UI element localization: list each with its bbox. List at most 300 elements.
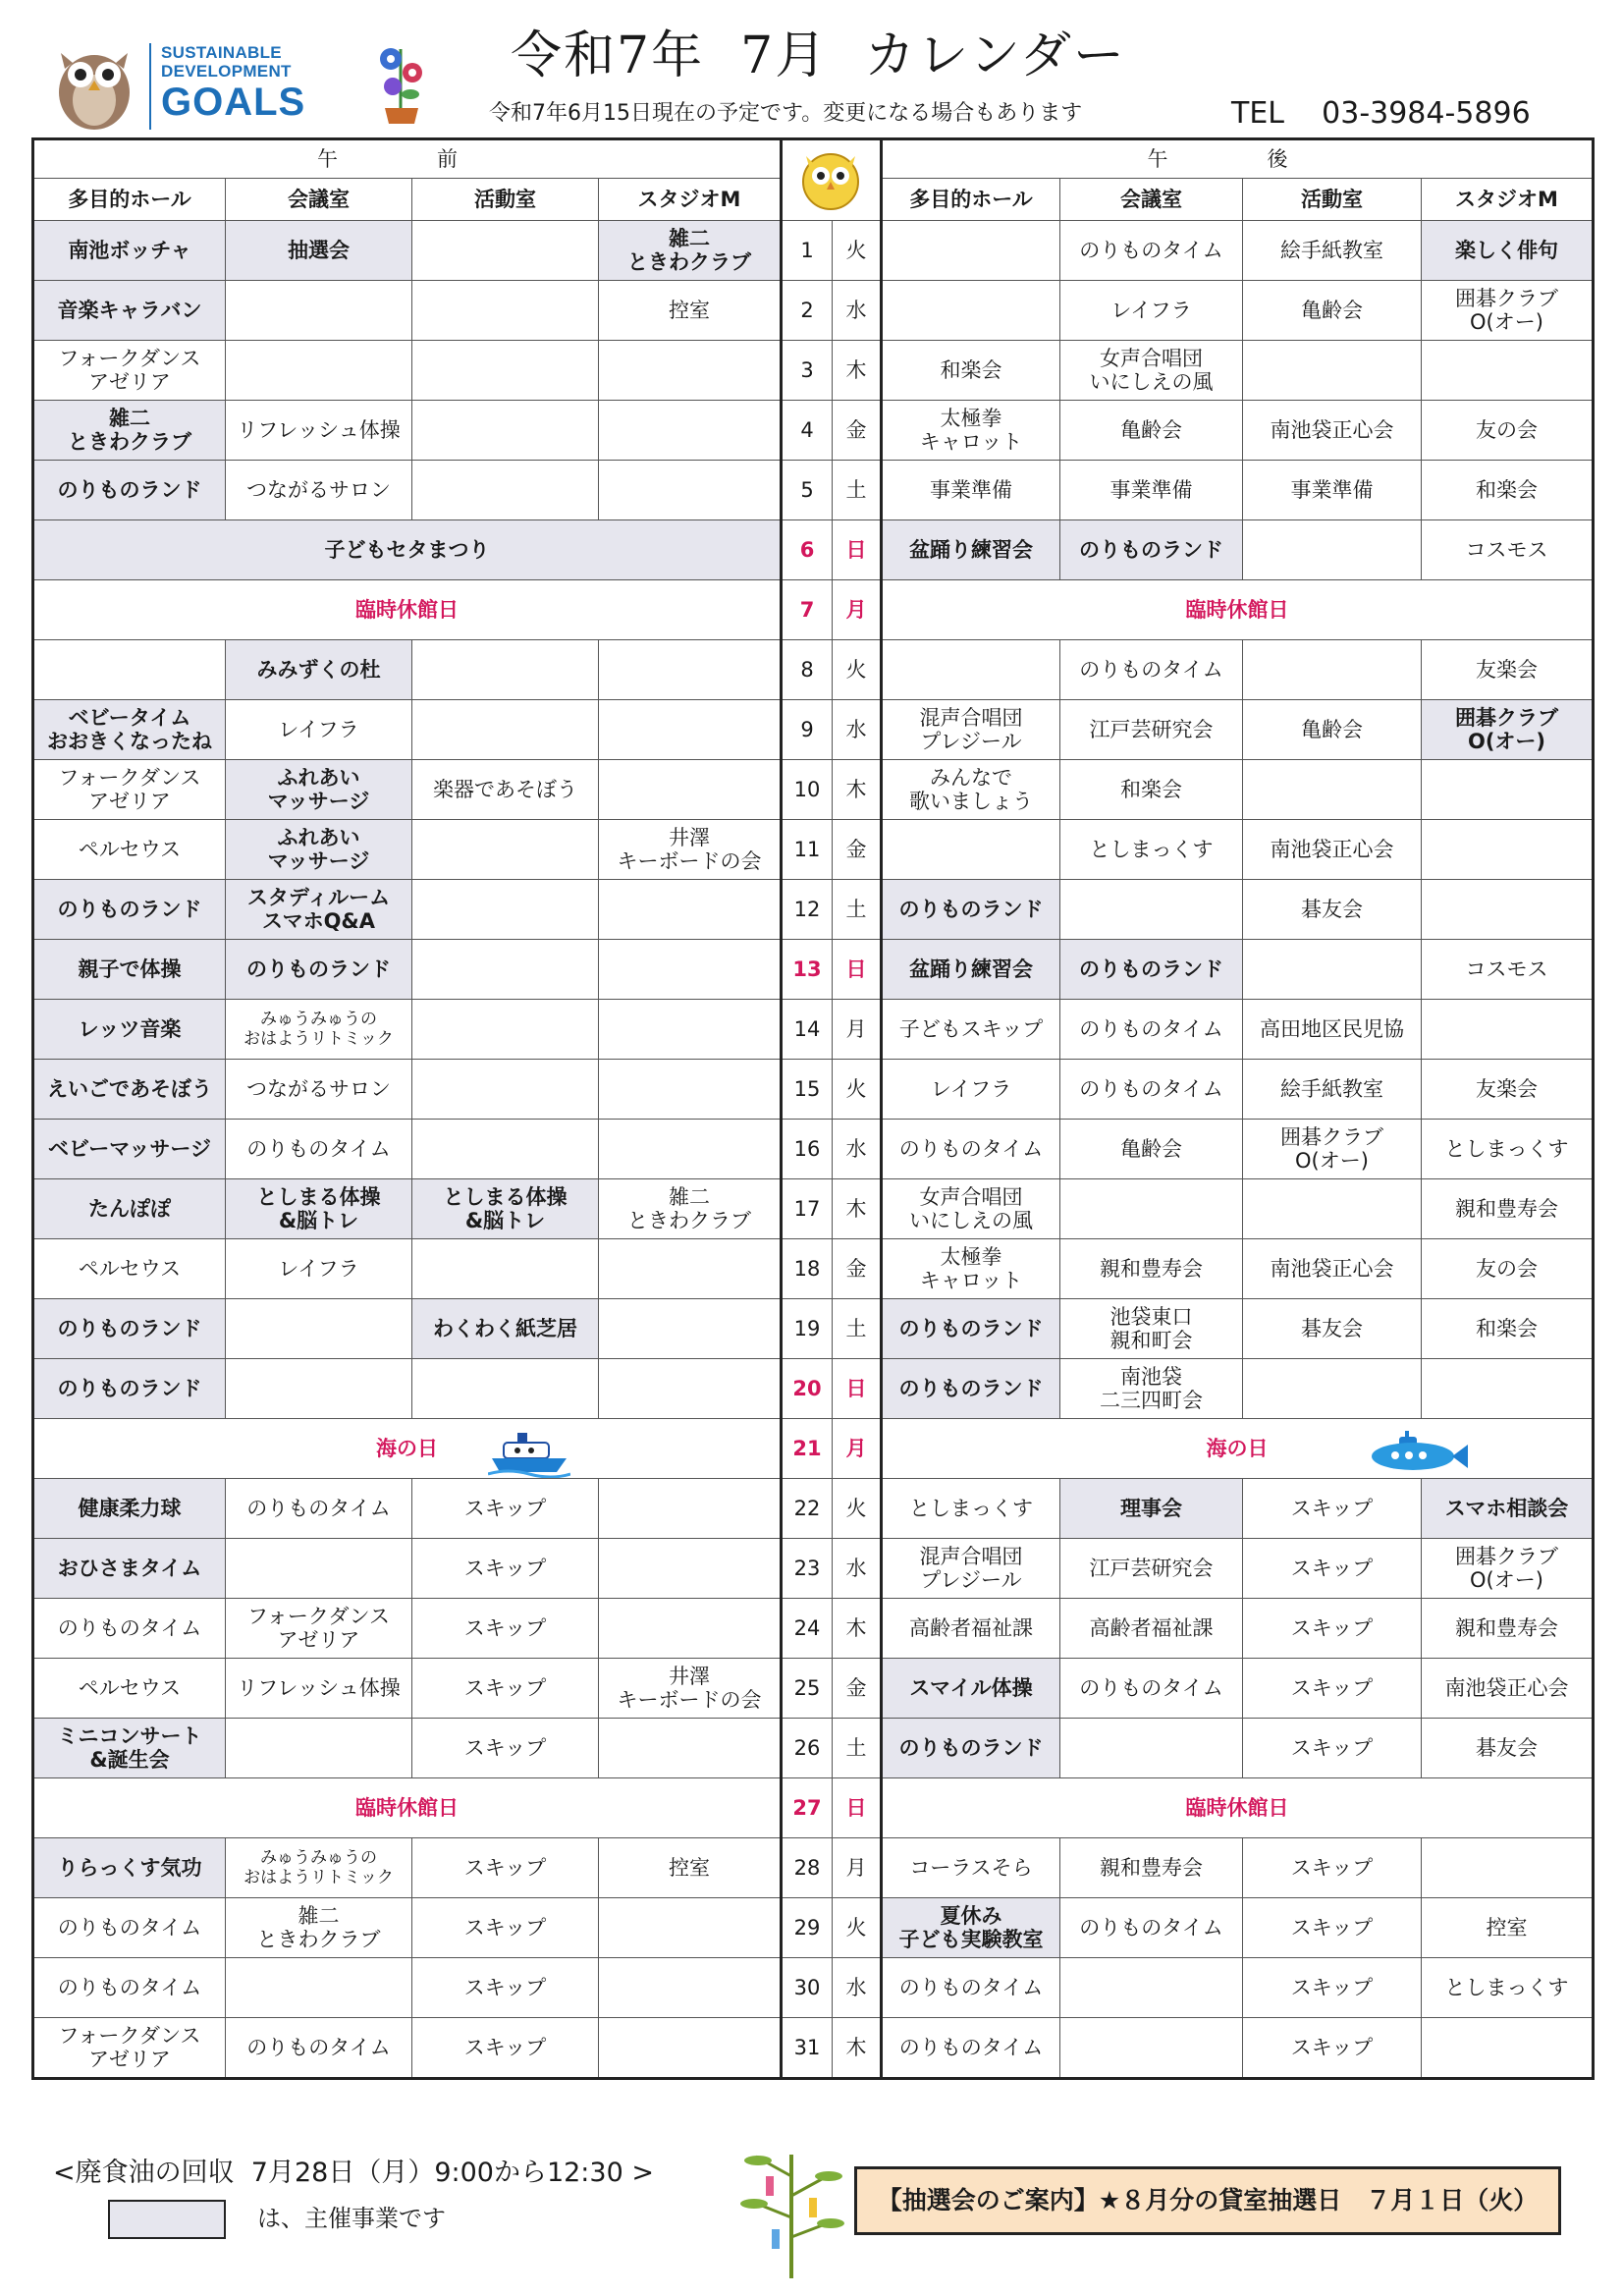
am-studio-cell [599, 1239, 782, 1299]
day-row [33, 1120, 1594, 1179]
pm-hall-cell: のりものランド [882, 1359, 1060, 1419]
am-activity-cell: スキップ [412, 1958, 599, 2018]
pm-studio-cell: 友の会 [1422, 401, 1594, 461]
am-studio-cell [599, 880, 782, 940]
day-row [33, 1239, 1594, 1299]
am-activity-cell: スキップ [412, 1599, 599, 1659]
am-activity-cell [412, 700, 599, 760]
pm-fullwidth-event: 臨時休館日 [882, 580, 1594, 640]
am-studio-cell [599, 640, 782, 700]
pm-hall-cell: 盆踊り練習会 [882, 520, 1060, 580]
am-activity-cell: スキップ [412, 1838, 599, 1898]
am-activity-cell: スキップ [412, 1539, 599, 1599]
pm-hall-cell: 太極拳 キャロット [882, 401, 1060, 461]
day-number: 27 [782, 1778, 833, 1838]
pm-hall-cell [882, 281, 1060, 341]
pm-studio-cell: コスモス [1422, 940, 1594, 1000]
am-studio-cell [599, 1719, 782, 1778]
pm-hall-cell: 混声合唱団 プレジール [882, 700, 1060, 760]
am-meeting-cell [226, 1719, 412, 1778]
pm-hall-cell [882, 221, 1060, 281]
am-meeting-cell: つながるサロン [226, 1060, 412, 1120]
day-row [33, 1599, 1594, 1659]
pm-meeting-cell: 南池袋 二三四町会 [1060, 1359, 1243, 1419]
am-activity-cell [412, 940, 599, 1000]
submarine-icon [1366, 1429, 1474, 1472]
day-row [33, 520, 1594, 580]
am-fullwidth-event: 子どもセタまつり [33, 520, 782, 580]
am-studio-cell [599, 1120, 782, 1179]
pm-activity-cell: 南池袋正心会 [1243, 401, 1422, 461]
pm-studio-cell: 碁友会 [1422, 1719, 1594, 1778]
weekday: 火 [833, 221, 882, 281]
am-hall-cell: レッツ音楽 [33, 1000, 226, 1060]
am-studio-cell: 雑二 ときわクラブ [599, 1179, 782, 1239]
pm-studio-cell: 囲碁クラブ O(オー) [1422, 700, 1594, 760]
weekday: 火 [833, 1060, 882, 1120]
day-row [33, 461, 1594, 520]
pm-studio-cell: スマホ相談会 [1422, 1479, 1594, 1539]
pm-activity-cell: 碁友会 [1243, 1299, 1422, 1359]
am-studio-cell [599, 1958, 782, 2018]
day-number: 11 [782, 820, 833, 880]
pm-activity-cell: 南池袋正心会 [1243, 820, 1422, 880]
pm-hall-cell: のりものランド [882, 1299, 1060, 1359]
pm-studio-cell: 親和豊寿会 [1422, 1179, 1594, 1239]
am-meeting-cell: レイフラ [226, 1239, 412, 1299]
am-meeting-cell: つながるサロン [226, 461, 412, 520]
weekday: 木 [833, 760, 882, 820]
weekday: 金 [833, 820, 882, 880]
am-meeting-cell: としまる体操 &脳トレ [226, 1179, 412, 1239]
am-fullwidth-event: 臨時休館日 [33, 580, 782, 640]
pm-meeting-cell [1060, 1179, 1243, 1239]
day-number: 31 [782, 2018, 833, 2079]
am-studio-cell [599, 1060, 782, 1120]
am-hall-cell: おひさまタイム [33, 1539, 226, 1599]
day-row [33, 760, 1594, 820]
weekday: 日 [833, 520, 882, 580]
owl-badge-icon [796, 144, 865, 213]
pm-hall-cell: 女声合唱団 いにしえの風 [882, 1179, 1060, 1239]
pm-meeting-cell: のりものタイム [1060, 221, 1243, 281]
day-row [33, 820, 1594, 880]
am-meeting-cell [226, 1958, 412, 2018]
am-meeting-cell [226, 1359, 412, 1419]
telephone-number: TEL 03-3984-5896 [1231, 96, 1531, 131]
morning-glory-icon [371, 29, 432, 126]
day-row [33, 1179, 1594, 1239]
am-studio-cell [599, 700, 782, 760]
am-meeting-cell: みゅうみゅうの おはようリトミック [226, 1838, 412, 1898]
day-row [33, 1838, 1594, 1898]
weekday: 金 [833, 1659, 882, 1719]
day-number: 16 [782, 1120, 833, 1179]
pm-activity-cell: スキップ [1243, 1958, 1422, 2018]
am-activity-cell: としまる体操 &脳トレ [412, 1179, 599, 1239]
weekday: 土 [833, 461, 882, 520]
day-number: 17 [782, 1179, 833, 1239]
pm-studio-cell: 囲碁クラブ O(オー) [1422, 281, 1594, 341]
am-meeting-cell: みゅうみゅうの おはようリトミック [226, 1000, 412, 1060]
day-number: 2 [782, 281, 833, 341]
day-row [33, 700, 1594, 760]
pm-fullwidth-event: 海の日 [882, 1419, 1594, 1479]
day-number: 28 [782, 1838, 833, 1898]
am-activity-cell [412, 1239, 599, 1299]
am-activity-cell: スキップ [412, 1719, 599, 1778]
am-activity-cell: 楽器であそぼう [412, 760, 599, 820]
pm-hall-cell: のりものランド [882, 1719, 1060, 1778]
am-hall-cell: ミニコンサート &誕生会 [33, 1719, 226, 1778]
am-hall-cell: のりものタイム [33, 1599, 226, 1659]
am-activity-cell: スキップ [412, 1898, 599, 1958]
day-number: 7 [782, 580, 833, 640]
day-row [33, 1419, 1594, 1479]
weekday: 木 [833, 1599, 882, 1659]
am-activity-cell [412, 640, 599, 700]
am-activity-cell [412, 880, 599, 940]
am-activity-cell: スキップ [412, 1659, 599, 1719]
am-section-label: 午 前 [33, 139, 782, 179]
pm-meeting-cell: のりものランド [1060, 520, 1243, 580]
pm-activity-cell: スキップ [1243, 1719, 1422, 1778]
am-meeting-cell: のりものランド [226, 940, 412, 1000]
am-studio-cell [599, 1359, 782, 1419]
pm-activity-cell [1243, 940, 1422, 1000]
weekday: 月 [833, 1000, 882, 1060]
weekday: 水 [833, 1120, 882, 1179]
section-header-row [33, 139, 1594, 179]
day-row [33, 1479, 1594, 1539]
am-meeting-cell: リフレッシュ体操 [226, 401, 412, 461]
weekday: 水 [833, 1958, 882, 2018]
am-hall-cell: のりものランド [33, 1359, 226, 1419]
pm-studio-cell: 友楽会 [1422, 1060, 1594, 1120]
page-title: 令和7年 7月 カレンダー [511, 27, 1126, 85]
day-row [33, 1060, 1594, 1120]
pm-studio-cell [1422, 880, 1594, 940]
pm-activity-cell: スキップ [1243, 1659, 1422, 1719]
weekday: 日 [833, 940, 882, 1000]
am-hall-cell: ベビータイム おおきくなったね [33, 700, 226, 760]
pm-activity-cell: スキップ [1243, 1838, 1422, 1898]
am-hall-cell: のりものタイム [33, 1898, 226, 1958]
am-studio-cell [599, 2018, 782, 2079]
pm-studio-cell [1422, 1000, 1594, 1060]
weekday: 木 [833, 341, 882, 401]
pm-activity-cell: 絵手紙教室 [1243, 1060, 1422, 1120]
pm-hall-cell: 事業準備 [882, 461, 1060, 520]
day-number: 12 [782, 880, 833, 940]
weekday: 月 [833, 580, 882, 640]
am-activity-cell [412, 341, 599, 401]
day-number: 22 [782, 1479, 833, 1539]
day-row [33, 221, 1594, 281]
pm-activity-cell: スキップ [1243, 1599, 1422, 1659]
day-number: 20 [782, 1359, 833, 1419]
sdg-logo [149, 43, 328, 130]
pm-meeting-cell: レイフラ [1060, 281, 1243, 341]
pm-studio-cell [1422, 2018, 1594, 2079]
am-hall-cell: フォークダンス アゼリア [33, 341, 226, 401]
pm-studio-cell [1422, 820, 1594, 880]
pm-activity-header: 活動室 [1243, 179, 1422, 221]
pm-studio-cell: 友楽会 [1422, 640, 1594, 700]
pm-activity-cell [1243, 1179, 1422, 1239]
am-hall-header: 多目的ホール [33, 179, 226, 221]
am-hall-cell: ペルセウス [33, 1659, 226, 1719]
pm-meeting-cell: のりものタイム [1060, 1898, 1243, 1958]
pm-hall-cell: スマイル体操 [882, 1659, 1060, 1719]
am-hall-cell: のりものランド [33, 880, 226, 940]
day-row [33, 1299, 1594, 1359]
pm-meeting-cell: 池袋東口 親和町会 [1060, 1299, 1243, 1359]
am-hall-cell: ベビーマッサージ [33, 1120, 226, 1179]
am-studio-cell [599, 1599, 782, 1659]
pm-studio-cell: 楽しく俳句 [1422, 221, 1594, 281]
sdg-line3: GOALS [161, 81, 306, 124]
am-fullwidth-event: 臨時休館日 [33, 1778, 782, 1838]
am-meeting-cell: のりものタイム [226, 1479, 412, 1539]
pm-meeting-cell: 女声合唱団 いにしえの風 [1060, 341, 1243, 401]
am-studio-cell [599, 940, 782, 1000]
pm-hall-cell [882, 820, 1060, 880]
day-row [33, 940, 1594, 1000]
weekday: 水 [833, 1539, 882, 1599]
pm-activity-cell [1243, 520, 1422, 580]
pm-meeting-cell: 和楽会 [1060, 760, 1243, 820]
am-fullwidth-event: 海の日 [33, 1419, 782, 1479]
day-row [33, 1359, 1594, 1419]
pm-hall-cell: コーラスそら [882, 1838, 1060, 1898]
am-hall-cell: 南池ボッチャ [33, 221, 226, 281]
weekday: 金 [833, 401, 882, 461]
day-row [33, 1539, 1594, 1599]
pm-activity-cell [1243, 341, 1422, 401]
day-number: 29 [782, 1898, 833, 1958]
pm-activity-cell: 絵手紙教室 [1243, 221, 1422, 281]
day-row [33, 401, 1594, 461]
schedule-note: 令和7年6月15日現在の予定です。変更になる場合もあります [489, 101, 1083, 126]
am-activity-header: 活動室 [412, 179, 599, 221]
am-activity-cell [412, 1120, 599, 1179]
weekday: 日 [833, 1778, 882, 1838]
day-number: 13 [782, 940, 833, 1000]
pm-hall-cell: のりものランド [882, 880, 1060, 940]
am-activity-cell [412, 281, 599, 341]
weekday: 土 [833, 1299, 882, 1359]
pm-fullwidth-event: 臨時休館日 [882, 1778, 1594, 1838]
day-number: 9 [782, 700, 833, 760]
pm-hall-cell: 高齢者福祉課 [882, 1599, 1060, 1659]
sponsored-legend-text: は、主催事業です [257, 2205, 446, 2232]
am-studio-header: スタジオM [599, 179, 782, 221]
am-activity-cell [412, 461, 599, 520]
pm-meeting-cell: のりものタイム [1060, 1060, 1243, 1120]
am-studio-cell: 控室 [599, 1838, 782, 1898]
pm-hall-cell: のりものタイム [882, 2018, 1060, 2079]
am-activity-cell: スキップ [412, 1479, 599, 1539]
weekday: 金 [833, 1239, 882, 1299]
am-activity-cell: わくわく紙芝居 [412, 1299, 599, 1359]
pm-activity-cell [1243, 1359, 1422, 1419]
pm-meeting-cell [1060, 1719, 1243, 1778]
am-activity-cell [412, 1359, 599, 1419]
day-number: 8 [782, 640, 833, 700]
weekday: 火 [833, 1479, 882, 1539]
day-row [33, 1778, 1594, 1838]
weekday: 木 [833, 1179, 882, 1239]
weekday: 日 [833, 1359, 882, 1419]
pm-studio-cell: 和楽会 [1422, 461, 1594, 520]
pm-hall-cell: 太極拳 キャロット [882, 1239, 1060, 1299]
day-number: 19 [782, 1299, 833, 1359]
pm-meeting-cell: のりものランド [1060, 940, 1243, 1000]
am-meeting-cell [226, 1539, 412, 1599]
weekday: 水 [833, 281, 882, 341]
pm-hall-header: 多目的ホール [882, 179, 1060, 221]
am-hall-cell [33, 640, 226, 700]
pm-meeting-cell [1060, 1958, 1243, 2018]
day-number: 15 [782, 1060, 833, 1120]
pm-meeting-cell: 親和豊寿会 [1060, 1239, 1243, 1299]
am-studio-cell [599, 1898, 782, 1958]
day-number: 18 [782, 1239, 833, 1299]
pm-meeting-cell: 亀齢会 [1060, 401, 1243, 461]
pm-hall-cell: 子どもスキップ [882, 1000, 1060, 1060]
am-hall-cell: のりものランド [33, 461, 226, 520]
am-studio-cell [599, 461, 782, 520]
am-activity-cell [412, 401, 599, 461]
sdg-line2: DEVELOPMENT [161, 62, 292, 81]
day-row [33, 1958, 1594, 2018]
pm-studio-cell: 囲碁クラブ O(オー) [1422, 1539, 1594, 1599]
am-hall-cell: のりものランド [33, 1299, 226, 1359]
day-row [33, 281, 1594, 341]
pm-activity-cell: スキップ [1243, 2018, 1422, 2079]
pm-hall-cell: みんなで 歌いましょう [882, 760, 1060, 820]
pm-hall-cell: のりものタイム [882, 1120, 1060, 1179]
weekday: 木 [833, 2018, 882, 2079]
am-hall-cell: 雑二 ときわクラブ [33, 401, 226, 461]
pm-meeting-cell: 江戸芸研究会 [1060, 1539, 1243, 1599]
am-meeting-cell: スタディルーム スマホQ&A [226, 880, 412, 940]
day-row [33, 341, 1594, 401]
day-row [33, 1719, 1594, 1778]
pm-meeting-cell: のりものタイム [1060, 1000, 1243, 1060]
am-meeting-cell: レイフラ [226, 700, 412, 760]
am-hall-cell: ペルセウス [33, 820, 226, 880]
am-meeting-cell: のりものタイム [226, 2018, 412, 2079]
pm-meeting-cell: 江戸芸研究会 [1060, 700, 1243, 760]
am-studio-cell [599, 401, 782, 461]
day-number: 10 [782, 760, 833, 820]
weekday: 土 [833, 880, 882, 940]
pm-studio-cell: としまっくす [1422, 1120, 1594, 1179]
am-meeting-cell: みみずくの杜 [226, 640, 412, 700]
pm-hall-cell: としまっくす [882, 1479, 1060, 1539]
pm-meeting-cell: 親和豊寿会 [1060, 1838, 1243, 1898]
am-meeting-header: 会議室 [226, 179, 412, 221]
am-hall-cell: たんぽぽ [33, 1179, 226, 1239]
day-number: 26 [782, 1719, 833, 1778]
weekday: 土 [833, 1719, 882, 1778]
day-number: 21 [782, 1419, 833, 1479]
day-row [33, 1898, 1594, 1958]
calendar-table [31, 137, 1595, 2080]
pm-activity-cell: 事業準備 [1243, 461, 1422, 520]
pm-studio-cell: 控室 [1422, 1898, 1594, 1958]
pm-meeting-cell: のりものタイム [1060, 1659, 1243, 1719]
am-studio-cell [599, 760, 782, 820]
day-row [33, 640, 1594, 700]
am-hall-cell: りらっくす気功 [33, 1838, 226, 1898]
am-meeting-cell [226, 341, 412, 401]
pm-hall-cell: 和楽会 [882, 341, 1060, 401]
weekday: 月 [833, 1419, 882, 1479]
pm-activity-cell [1243, 640, 1422, 700]
am-activity-cell [412, 820, 599, 880]
am-studio-cell [599, 1539, 782, 1599]
lottery-notice: 【抽選会のご案内】★８月分の貸室抽選日 ７月１日（火） [854, 2166, 1561, 2235]
day-number: 24 [782, 1599, 833, 1659]
day-number: 3 [782, 341, 833, 401]
sdg-line1: SUSTAINABLE [161, 43, 282, 62]
am-meeting-cell: フォークダンス アゼリア [226, 1599, 412, 1659]
am-activity-cell [412, 221, 599, 281]
pm-studio-header: スタジオM [1422, 179, 1594, 221]
pm-meeting-cell [1060, 880, 1243, 940]
am-hall-cell: えいごであそぼう [33, 1060, 226, 1120]
pm-activity-cell: 亀齢会 [1243, 281, 1422, 341]
pm-studio-cell [1422, 341, 1594, 401]
am-hall-cell: 健康柔力球 [33, 1479, 226, 1539]
day-number: 1 [782, 221, 833, 281]
pm-activity-cell [1243, 760, 1422, 820]
pm-section-label: 午 後 [882, 139, 1594, 179]
day-row [33, 880, 1594, 940]
oil-collection-notice: <廃食油の回収 7月28日（月）9:00から12:30 > [53, 2158, 654, 2188]
am-meeting-cell: ふれあい マッサージ [226, 760, 412, 820]
pm-studio-cell: 友の会 [1422, 1239, 1594, 1299]
pm-studio-cell: コスモス [1422, 520, 1594, 580]
am-meeting-cell: ふれあい マッサージ [226, 820, 412, 880]
pm-meeting-cell: 亀齢会 [1060, 1120, 1243, 1179]
pm-meeting-cell [1060, 2018, 1243, 2079]
bamboo-decoration-icon [736, 2147, 846, 2280]
pm-hall-cell: 盆踊り練習会 [882, 940, 1060, 1000]
pm-hall-cell: レイフラ [882, 1060, 1060, 1120]
sponsored-legend-swatch [108, 2200, 226, 2239]
day-number: 5 [782, 461, 833, 520]
pm-studio-cell: 和楽会 [1422, 1299, 1594, 1359]
pm-hall-cell: 夏休み 子ども実験教室 [882, 1898, 1060, 1958]
day-number: 4 [782, 401, 833, 461]
owl-mascot-icon [51, 35, 137, 132]
pm-activity-cell: 高田地区民児協 [1243, 1000, 1422, 1060]
pm-studio-cell [1422, 760, 1594, 820]
am-studio-cell: 雑二 ときわクラブ [599, 221, 782, 281]
am-studio-cell [599, 1000, 782, 1060]
am-hall-cell: 音楽キャラバン [33, 281, 226, 341]
pm-hall-cell: 混声合唱団 プレジール [882, 1539, 1060, 1599]
am-meeting-cell [226, 281, 412, 341]
center-mascot-cell [782, 139, 882, 221]
am-activity-cell [412, 1060, 599, 1120]
am-meeting-cell: リフレッシュ体操 [226, 1659, 412, 1719]
pm-meeting-cell: 事業準備 [1060, 461, 1243, 520]
